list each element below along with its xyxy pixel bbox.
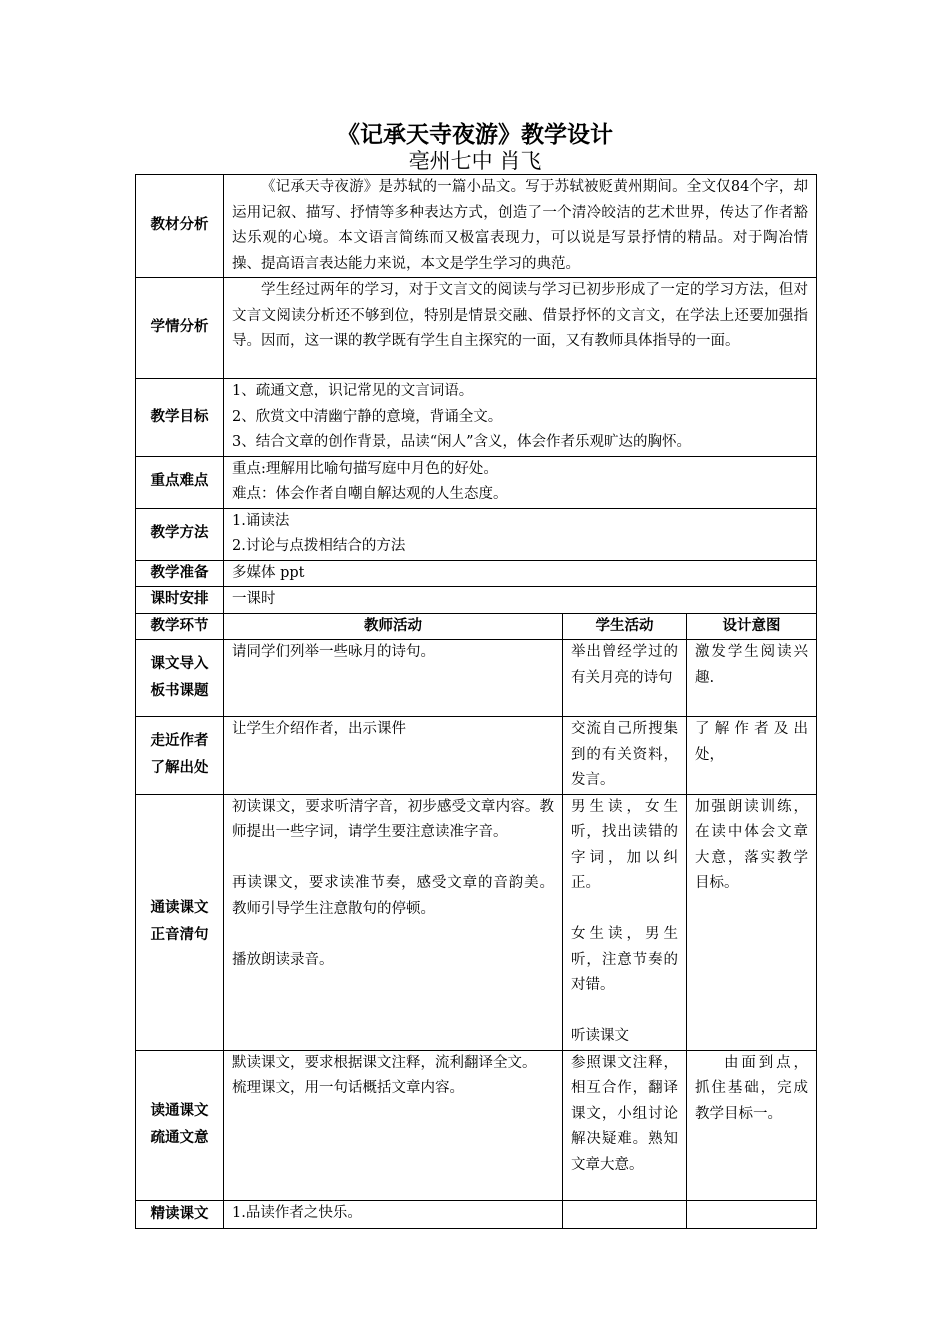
stage-4: 读通课文 疏通文意	[136, 1050, 224, 1200]
content-mubiao	[224, 379, 817, 457]
content-zhongdian	[224, 456, 817, 508]
row-zhunbei	[136, 560, 817, 587]
row-zhongdian	[136, 456, 817, 508]
content-zhunbei: 多媒体 ppt	[224, 560, 817, 587]
header-stage: 教学环节	[136, 613, 224, 640]
document-author: 亳州七中 肖飞	[408, 149, 542, 173]
process-row-1	[136, 640, 817, 717]
label-xueqing: 学情分析	[136, 278, 224, 379]
content-fangfa	[224, 508, 817, 560]
intent-5	[687, 1200, 817, 1228]
process-header-row	[136, 613, 817, 640]
student-1: 举出曾经学过的有关月亮的诗句	[563, 640, 687, 717]
label-jiaocai: 教材分析	[136, 175, 224, 278]
process-row-5	[136, 1200, 817, 1228]
stage-3: 通读课文 正音清句	[136, 794, 224, 1050]
label-fangfa: 教学方法	[136, 508, 224, 560]
goal-item: 3、结合文章的创作背景，品读“闲人”含义，体会作者乐观旷达的胸怀。	[232, 434, 692, 450]
intent-3: 加强朗读训练，在读中体会文章大意，落实教学目标。	[687, 794, 817, 1050]
label-zhunbei: 教学准备	[136, 560, 224, 587]
process-row-4	[136, 1050, 817, 1200]
stage-5: 精读课文	[136, 1200, 224, 1228]
key-point: 重点:理解用比喻句描写庭中月色的好处。	[232, 460, 498, 477]
intent-1: 激发学生阅读兴趣.	[687, 640, 817, 717]
teacher-1: 请同学们列举一些咏月的诗句。	[224, 640, 563, 717]
lesson-plan-table	[135, 174, 817, 1229]
row-mubiao	[136, 379, 817, 457]
row-fangfa	[136, 508, 817, 560]
intent-2: 了解作者及出处，	[687, 717, 817, 795]
stage-2: 走近作者 了解出处	[136, 717, 224, 795]
content-jiaocai: 《记承天寺夜游》是苏轼的一篇小品文。写于苏轼被贬黄州期间。全文仅84个字，却运用记叙、描写、抒情等多种表达方式，创造了一个清冷皎洁的艺术世界，传达了作者豁达乐观的心境。本文语言简练而又极富表现力，可以说是写景抒情的精品。对于陶冶情操、提高语言表达能力来说，本文是学生学习的典范。	[224, 175, 817, 278]
content-keshi: 一课时	[224, 587, 817, 614]
label-zhongdian: 重点难点	[136, 456, 224, 508]
student-5	[563, 1200, 687, 1228]
teacher-3: 初读课文，要求听清字音，初步感受文章内容。教师提出一些字词，请学生要注意读准字音。 再读课文，要求读准节奏，感受文章的音韵美。 教师引导学生注意散句的停顿。 播放朗读录音。	[224, 794, 563, 1050]
row-xueqing	[136, 278, 817, 379]
label-keshi: 课时安排	[136, 587, 224, 614]
process-row-3	[136, 794, 817, 1050]
student-3: 男生读，女生听，找出读错的字词，加以纠正。 女生读，男生听，注意节奏的对错。 听读课文	[563, 794, 687, 1050]
goal-item: 2、欣赏文中清幽宁静的意境，背诵全文。	[232, 408, 503, 425]
teacher-4: 默读课文，要求根据课文注释，流利翻译全文。 梳理课文，用一句话概括文章内容。	[224, 1050, 563, 1200]
goal-item: 1、疏通文意，识记常见的文言词语。	[232, 383, 474, 399]
label-mubiao: 教学目标	[136, 379, 224, 457]
teacher-2: 让学生介绍作者，出示课件	[224, 717, 563, 795]
method-item: 2.讨论与点拨相结合的方法	[232, 538, 406, 554]
header-student: 学生活动	[563, 613, 687, 640]
difficult-point: 难点：体会作者自嘲自解达观的人生态度。	[232, 486, 508, 502]
process-row-2	[136, 717, 817, 795]
header-intent: 设计意图	[687, 613, 817, 640]
document-title: 《记承天寺夜游》教学设计	[337, 122, 613, 148]
intent-4: 由面到点，抓住基础，完成教学目标一。	[687, 1050, 817, 1200]
student-2: 交流自己所搜集到的有关资料，发言。	[563, 717, 687, 795]
method-item: 1.诵读法	[232, 512, 290, 529]
stage-1: 课文导入 板书课题	[136, 640, 224, 717]
row-keshi	[136, 587, 817, 614]
row-jiaocai	[136, 175, 817, 278]
teacher-5: 1.品读作者之快乐。	[224, 1200, 563, 1228]
student-4: 参照课文注释，相互合作，翻译课文，小组讨论解决疑难。熟知文章大意。	[563, 1050, 687, 1200]
content-xueqing: 学生经过两年的学习，对于文言文的阅读与学习已初步形成了一定的学习方法，但对文言文阅读分析还不够到位，特别是情景交融、借景抒怀的文言文，在学法上还要加强指导。因而，这一课的教学既有学生自主探究的一面，又有教师具体指导的一面。	[224, 278, 817, 379]
header-teacher: 教师活动	[224, 613, 563, 640]
